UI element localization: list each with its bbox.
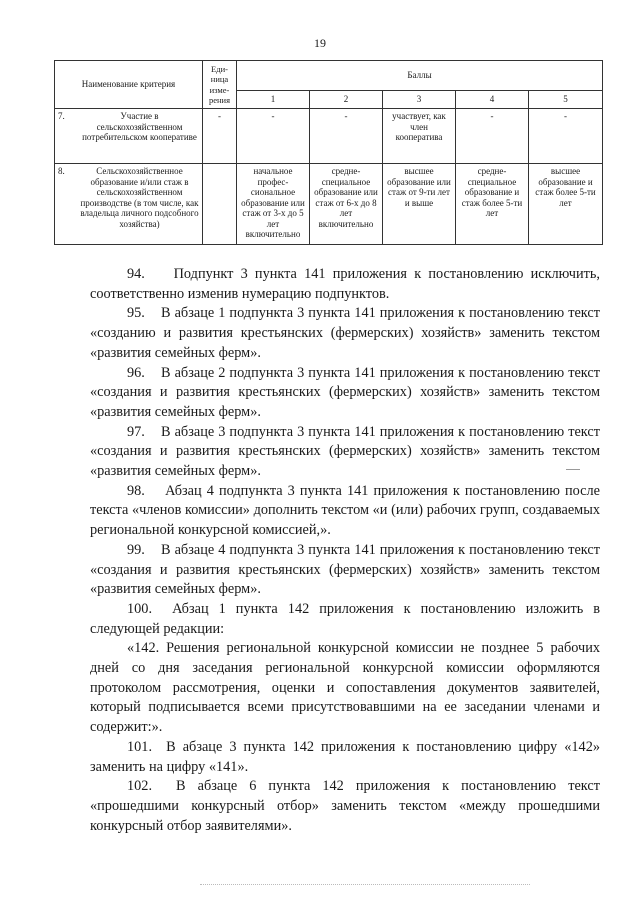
criterion-cell [55,164,203,245]
unit-cell: - [203,109,237,164]
paragraph-102: 102. В абзаце 6 пункта 142 приложения к постановлению текст «прошедшими конкурсный отбор» заменить текстом «между прошедшими конкурсный отбор заявителями». [90,778,600,834]
header-criterion: Наименование критерия [55,61,203,109]
header-score-col: 2 [310,91,383,109]
table-row [55,164,603,245]
header-score-col: 3 [383,91,456,109]
header-score-col: 4 [456,91,529,109]
unit-cell [203,164,237,245]
header-unit-line: ница [210,74,229,84]
score-cell: участвует, как член кооператива [383,109,456,164]
score-cell: - [529,109,603,164]
paragraph-96: 96. В абзаце 2 подпункта 3 пункта 141 приложения к постановлению текст «создания и развития крестьянских (фермерских) хозяйств» заменить текстом «развития семейных ферм». [90,364,600,420]
criterion-cell [55,109,203,164]
header-unit-line: рения [208,95,231,105]
score-cell: - [456,109,529,164]
score-cell: высшее образование и стаж более 5-ти лет [529,164,603,245]
score-cell: средне-специальное образование или стаж от 6-х до 8 лет включительно [310,164,383,245]
margin-mark [566,469,580,470]
row-number: 8. [58,166,65,176]
page-number: 19 [314,36,326,50]
score-cell: средне-специальное образование и стаж более 5-ти лет [456,164,529,245]
paragraph-99: 99. В абзаце 4 подпункта 3 пункта 141 приложения к постановлению текст «создания и развития крестьянских (фермерских) хозяйств» заменить текстом «развития семейных ферм». [90,541,600,598]
score-cell: - [310,109,383,164]
row-number: 7. [58,111,65,121]
paragraph-101: 101. В абзаце 3 пункта 142 приложения к постановлению цифру «142» заменить на цифру «141». [90,738,600,775]
score-cell: начальное профес-сиональное образование или стаж от 3-х до 5 лет включительно [237,164,310,245]
paragraph-98: 98. Абзац 4 подпункта 3 пункта 141 приложения к постановлению после текста «членов комиссии» дополнить текстом «и (или) рабочих групп, создаваемых региональной конкурсной комиссией,». [90,482,600,539]
header-unit [203,61,237,109]
paragraph-95: 95. В абзаце 1 подпункта 3 пункта 141 приложения к постановлению текст «созданию и развития крестьянских (фермерских) хозяйств» заменить текстом «развития семейных ферм». [90,305,600,361]
paragraph-94: 94. Подпункт 3 пункта 141 приложения к постановлению исключить, соответственно изменив нумерацию подпунктов. [90,266,600,302]
paragraph-100: 100. Абзац 1 пункта 142 приложения к постановлению изложить в следующей редакции: [90,600,600,637]
criterion-name: Участие в сельскохозяйственном потребительском кооперативе [82,111,197,142]
criteria-table [54,60,603,245]
score-cell: высшее образование или стаж от 9-ти лет и выше [383,164,456,245]
header-score-col: 5 [529,91,603,109]
header-points: Баллы [237,61,603,91]
table-row [55,109,603,164]
header-unit-line: Еди- [211,63,228,74]
quoted-paragraph-142: «142. Решения региональной конкурсной комиссии не позднее 5 рабочих дней со дня заседания региональной конкурсной комиссии оформляются протоколом рассмотрения, оценки и сопоставления документов заявителей, который подписывается всеми присутствовавшими на ее заседании членами и содержит:». [90,640,600,736]
footer-scan-line [200,884,530,885]
criterion-name: Сельскохозяйственное образование и/или стаж в сельскохозяйственном производстве (в том числе, как владельца личного подсобного хозяйства) [80,166,199,229]
document-body [90,265,600,836]
score-cell: - [237,109,310,164]
paragraph-97: 97. В абзаце 3 подпункта 3 пункта 141 приложения к постановлению текст «создания и развития крестьянских (фермерских) хозяйств» заменить текстом «развития семейных ферм». [90,423,600,480]
header-score-col: 1 [237,91,310,109]
header-unit-line: изме- [209,84,230,95]
